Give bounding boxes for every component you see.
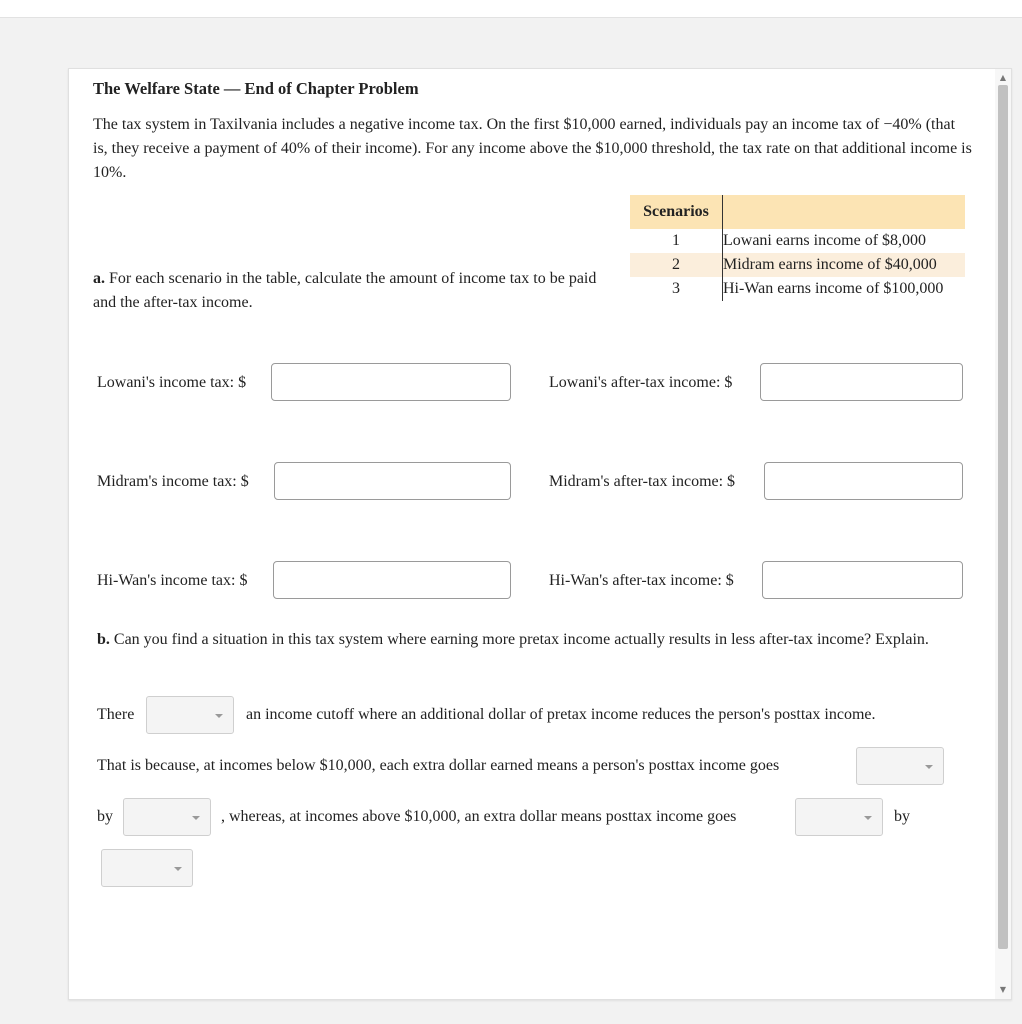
below-threshold-sentence: That is because, at incomes below $10,000, each extra dollar earned means a person's posttax income goes [97, 757, 780, 774]
scenarios-table [630, 195, 965, 301]
chevron-down-icon [215, 714, 223, 718]
midram-tax-input[interactable] [274, 462, 511, 500]
midram-tax-label: Midram's income tax: $ [97, 473, 249, 490]
problem-intro: The tax system in Taxilvania includes a negative income tax. On the first $10,000 earned, individuals pay an income tax of −40% (that is, they receive a payment of 40% of their income). For any income above the $10,000 threshold, the tax rate on that additional income is 10%. [93, 116, 972, 181]
problem-title: The Welfare State — End of Chapter Problem [93, 79, 419, 98]
hiwan-tax-input[interactable] [273, 561, 511, 599]
goes-above-dropdown[interactable] [795, 798, 883, 836]
scenario-number: 2 [630, 253, 723, 277]
there-is-dropdown[interactable] [146, 696, 234, 734]
midram-after-tax-input[interactable] [764, 462, 963, 500]
lowani-tax-input[interactable] [271, 363, 511, 401]
cutoff-sentence: an income cutoff where an additional dollar of pretax income reduces the person's posttax income. [246, 706, 876, 723]
part-b-letter: b. [97, 631, 110, 648]
goes-below-dropdown[interactable] [856, 747, 944, 785]
chevron-down-icon [174, 867, 182, 871]
scenario-description: Hi-Wan earns income of $100,000 [723, 277, 966, 301]
by-above-dropdown[interactable] [101, 849, 193, 887]
part-a-letter: a. [93, 270, 105, 287]
lowani-after-tax-label: Lowani's after-tax income: $ [549, 374, 733, 391]
hiwan-after-tax-label: Hi-Wan's after-tax income: $ [549, 572, 734, 589]
scenarios-header-blank [723, 195, 966, 229]
scenario-description: Midram earns income of $40,000 [723, 253, 966, 277]
by-below-dropdown[interactable] [123, 798, 211, 836]
scroll-up-icon[interactable]: ▲ [999, 73, 1007, 82]
hiwan-tax-label: Hi-Wan's income tax: $ [97, 572, 248, 589]
midram-after-tax-label: Midram's after-tax income: $ [549, 473, 736, 490]
scenario-number: 3 [672, 280, 680, 297]
part-a-prompt [93, 267, 623, 315]
scenarios-header: Scenarios [630, 195, 723, 229]
part-a-text: For each scenario in the table, calculate the amount of income tax to be paid and the after-tax income. [93, 270, 597, 311]
scroll-down-icon[interactable]: ▼ [999, 985, 1007, 994]
hiwan-after-tax-input[interactable] [762, 561, 963, 599]
chevron-down-icon [864, 816, 872, 820]
scenario-description: Lowani earns income of $8,000 [723, 229, 966, 253]
part-b-prompt [97, 628, 957, 652]
vertical-scrollbar[interactable] [995, 69, 1011, 999]
there-label: There [97, 706, 135, 723]
scenario-number: 1 [672, 232, 680, 249]
by-label: by [97, 808, 113, 825]
browser-top-bar [0, 0, 1022, 18]
chevron-down-icon [192, 816, 200, 820]
part-b-text: Can you find a situation in this tax system where earning more pretax income actually results in less after-tax income? Explain. [113, 631, 929, 648]
lowani-tax-label: Lowani's income tax: $ [97, 374, 247, 391]
scrollbar-thumb[interactable] [998, 85, 1008, 949]
chevron-down-icon [925, 765, 933, 769]
lowani-after-tax-input[interactable] [760, 363, 963, 401]
above-threshold-sentence: , whereas, at incomes above $10,000, an extra dollar means posttax income goes [221, 808, 737, 825]
problem-panel [68, 68, 1012, 1000]
by-label-2: by [894, 808, 910, 825]
